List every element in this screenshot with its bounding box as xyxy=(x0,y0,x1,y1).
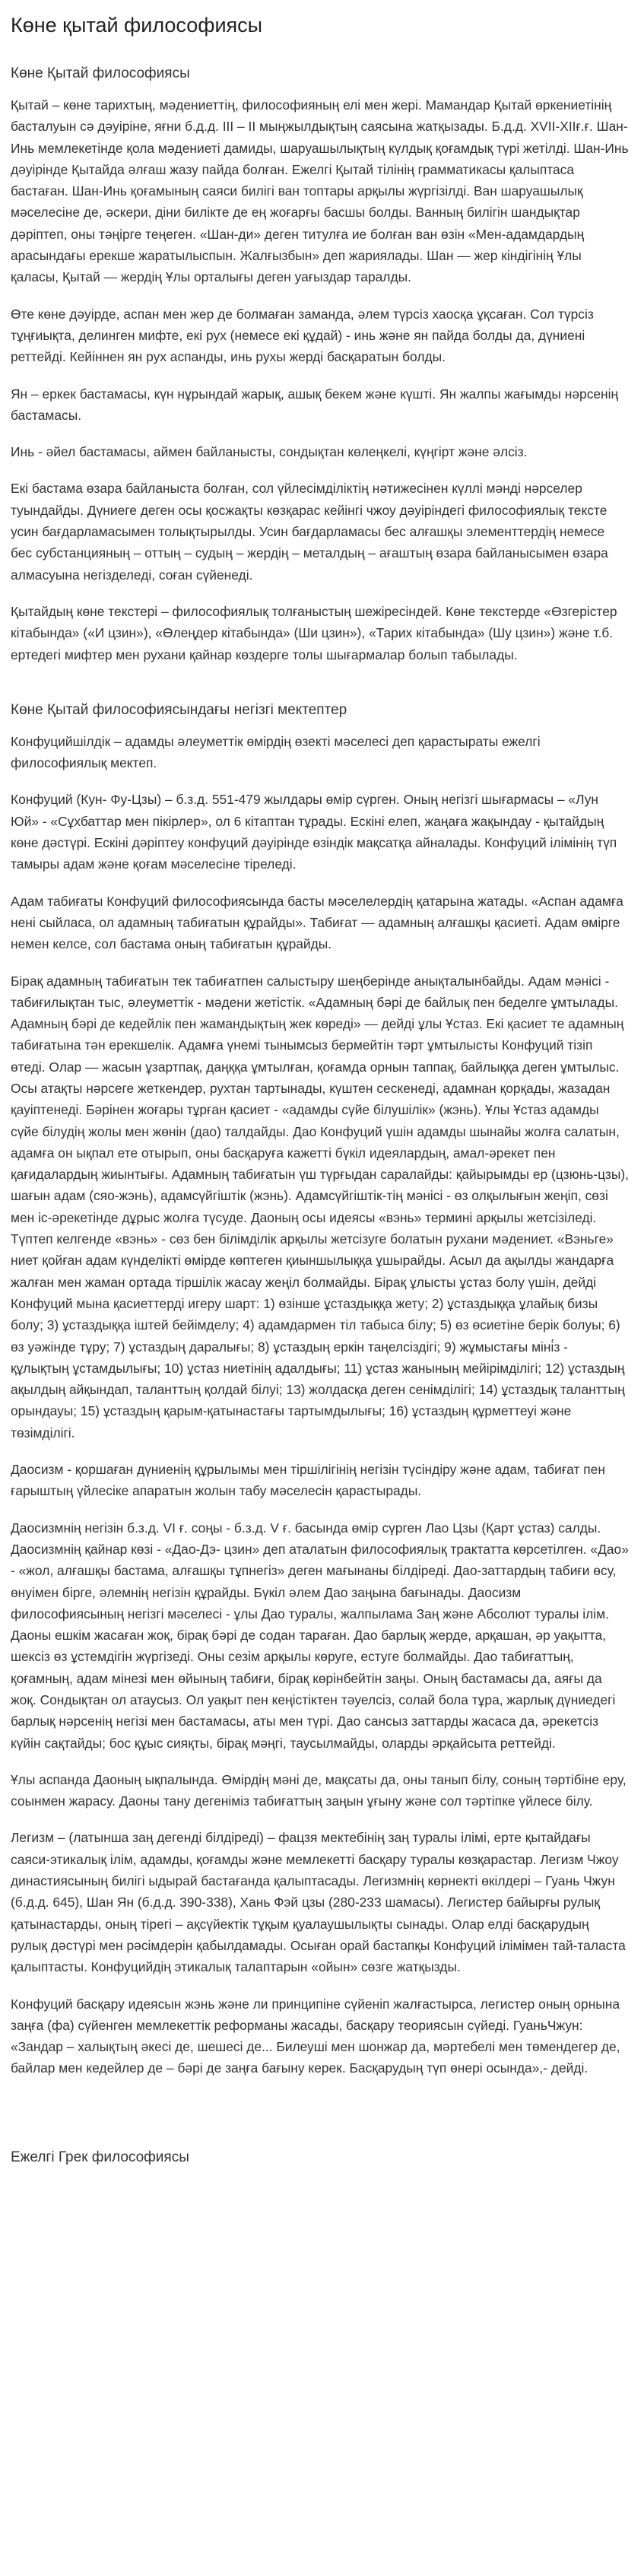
section-heading: Көне Қытай философиясындағы негізгі мектептер xyxy=(11,701,347,718)
paragraph: Қытайдың көне текстері – философиялық толғаныстың шежіресіндей. Көне текстерде «Өзгерістер кітабында» («И цзин»), «Өлеңдер кітабында» (Ши цзин»), «Тарих кітабында» (Шу цзин») және т.б. ертедегі мифтер мен рухани қайнар көздерге толы шығармалар болып табылады. xyxy=(11,603,617,662)
page-title: Көне қытай философиясы xyxy=(11,14,263,37)
section-ancient-greek-philosophy xyxy=(11,2148,629,2168)
paragraph: Даосизм - қоршаған дүниенің құрылымы мен тіршілігінің негізін түсіндіру және адам, табиғат пен ғарыштың үйлесіке апаратын жолын табу мәселесін қарастырады. xyxy=(11,1462,605,1499)
paragraph: Конфуций басқару идеясын жэнь және ли принципіне сүйеніп жалғастырса, легистер оның орнына заңға (фа) сүйенген мемлекеттік реформаны жасады, басқару теориясын сүйеді. ГуаньЧжун: «Зандар – халықтың әкесі де, шешесі де... Билеуші мен шонжар да, мәртебелі мен төмендегер де, байлар мен кедейлер де – бәрі де заңға бағыну керек. Басқарудың түп өнері осында»,- дейді. xyxy=(11,1996,620,2076)
paragraph: Екі бастама өзара байланыста болған, сол үйлесімділіктің нәтижесінен күллі мәнді нәрселер туындайды. Дүниеге деген осы қосжақты көзқарас кейінгі чжоу дәуіріндегі философиялық тексте усин бағдарламасымен толықтырылды. Усин бағдарламасы бес алғашқы элементтердің немесе бес субстанцияның – оттың – судың – жердің – металдың – ағаштың өзара байланысымен өзара алмасуына негізделеді, соған сүйенеді. xyxy=(11,481,608,583)
paragraph: Адам табиғаты Конфуций философиясында басты мәселелердің қатарына жатады. «Аспан адамға нені сыйласа, ол адамның табиғатын құрайды». Табиғат — адамның алғашқы қасиеті. Адам өмірге немен келсе, сол бастама оның табиғатын құрайды. xyxy=(11,893,623,952)
paragraph: Ұлы аспанда Даоның ықпалында. Өмірдің мәні де, мақсаты да, оны танып білу, соның тәртібіне еру, соынмен жарасу. Даоны тану дегеніміз табиғаттың заңын ұғыну және сол тәртіпке үйлесе білу. xyxy=(11,1771,627,1809)
paragraph: Даосизмнің негізін б.з.д. VI ғ. соңы - б.з.д. V ғ. басында өмір сүрген Лао Цзы (Қарт ұстаз) салды. Даосизмнің қайнар көзі - «Дао-Дэ- цзин» деп аталатын философиялық трактатта көрсетілген. «Дао» - «жол, алғашқы бастама, алғашқы тұпнегіз» деген мағынаны білдіреді. Дао-заттардың табиғи өсу, өнуімен бірге, әлемнің негізін құрайды. Бүкіл әлем Дао заңына бағынады. Даосизм философиясының негізгі мәселесі - ұлы Дао туралы, жалпылама Заң және Абсолют туралы ілім. Даоны ешкім жасаған жоқ, бірақ бәрі де содан тараған. Дао барлық жерде, арқашан, әр уақытта, шексіз өз ұстемдігін жүргізеді. Оны сезім арқылы көруге, естуге болмайды. Дао табиғаттың, қоғамның, адам мінезі мен өйының табиғи, бірақ көрінбейтін заңы. Оның бастамасы да, аяғы да жоқ. Сондықтан ол атаусыз. Ол уақыт пен кеңістіктен тәуелсіз, солай бола тұра, жарлық дүниедегі барлық нәрсенің негізі мен бастамасы, аты мен түрі. Дао сансыз заттарды жасаса да, әрекетсіз күйін сақтайды; бос құыс сияқты, бірақ мәңгі, таусылмайды, оларды әрқайсыта реттейді. xyxy=(11,1520,629,1751)
section-main-schools xyxy=(11,700,629,2079)
paragraph: Конфуций (Кун- Фу-Цзы) – б.з.д. 551-479 жылдары өмір сүрген. Оның негізгі шығармасы – «Лун Юй» - «Сұхбаттар мен пікірлер», ол 6 кітаптан тұрады. Ескіні елеп, жаңаға жақындау - қытайдың көне дәстүрі. Ескіні дәріптеу конфуций дәуірінде өзіндік мақсатқа айналады. Конфуций ілімінің түп тамыры адам және қоғам мәселесіне тіреледі. xyxy=(11,792,617,872)
section-ancient-chinese-philosophy xyxy=(11,64,629,665)
paragraph: Инь - әйел бастамасы, аймен байланысты, сондықтан көлеңкелі, күңгірт және әлсіз. xyxy=(11,444,528,460)
section-spacer xyxy=(11,681,629,700)
paragraph: Легизм – (латынша заң дегенді білдіреді) – фацзя мектебінің заң туралы ілімі, ерте қытайдағы саяси-этикалық ілім, адамды, қоғамды және мемлекетті басқару туралы көзқарастар. Легизм Чжоу династиясының билігі ыдырай бастағанда қалыптасады. Легизмнің көрнекті өкілдері – Гуань Чжун (б.д.д. 645), Шан Ян (б.д.д. 390-338), Хань Фэй цзы (280-233 шамасы). Легистер байырғы рулық қатынастарды, оның тірегі – ақсүйектік тұқым қуалаушылықты сынады. Олар елді басқарудың рулық дәстүрі мен рәсімдерін қабылдамады. Осыған орай бастапқы Конфуций ілімімен тай-таласта қалыптасты. Конфуцийдің этикалық талаптарын «ойын» сөзге жатқызды. xyxy=(11,1830,626,1975)
paragraph: Конфуцийшілдік – адамды әлеуметтік өмірдің өзекті мәселесі деп қарастыраты ежелгі философиялық мектеп. xyxy=(11,733,541,771)
paragraph: Өте көне дәуірде, аспан мен жер де болмаған заманда, әлем түрсіз хаосқа ұқсаған. Сол түрсіз тұңғиықта, делинген мифте, екі рух (немесе екі құдай) - инь және ян пайда болды да, дүниені реттейді. Кейіннен ян рух аспанды, инь рухы жерді басқаратын болды. xyxy=(11,306,594,365)
section-heading: Ежелгі Грек философиясы xyxy=(11,2149,189,2165)
paragraph: Бірақ адамның табиғатын тек табиғатпен салыстыру шеңберінде анықталынбайды. Адам мәнісі - табиғилықтан тыс, әлеуметтік - мәдени жетістік. «Адамның бәрі де байлық пен беделге ұмтылады. Адамның бәрі де кедейлік пен жамандықтың жек көреді» — дейді ұлы Ұстаз. Екі қасиет те адамның табиғатына тән ерекшелік. Адамға үнемі тынымсыз бермейтін тәрт ұмтылысты Конфуций тізіп өтеді. Олар — жасын ұзартпақ, даңққа ұмтылған, қоғамда орнын таппақ, байлыққа деген ұмтылыс. Осы атақты нәрсеге жеткендер, рухтан тартынады, күштен сескенеді, адамнан қорқады, жазадан қауіптенеді. Бәрінен жоғары тұрған қасиет - «адамды сүйе білушілік» (жэнь). Ұлы Ұстаз адамды сүйе білудің жолы мен жөнін (дао) талдайды. Дао Конфуций үшін адамды шынайы жолға салатын, адамға он ықпал ете отырып, оны басқаруға кажетті бүкіл идеялардың, амал-әрекет пен қағидалардың жиынтығы. Адамның табиғатын үш түрғыдан саралайды: қайырымды ер (цзюнь-цзы), шағын адам (сяо-жэнь), адамсүйгіштік (жэнь). Адамсүйгіштік-тің мәнісі - өз олқылығын жеңіп, сөзі мен іс-әрекетінде дұрыс жолға түсуде. Даоның осы идеясы «вэнь» термині арқылы жетсізіледі. Түптеп келгенде «вэнь» - сөз бен білімділік арқылы жетсізуге болатын рухани мәдениет. «Вэньге» ниет қойған адам күнделікті өмірде көптеген қиыншылыққа ұшырайды. Асыл да ақылды жандарға жалған мен жаман ортада тіршілік жасау жеңіл болмайды. Бірақ ұлысты ұстаз болу үшін, дейді Конфуций мына қасиеттерді игеру шарт: 1) өзінше ұстаздыққа жету; 2) ұстаздыққа ұлайық бизы болу; 3) ұстаздыққа іштей бейімделу; 4) адамдармен тіл табыса білу; 5) өз өсиетіне берік болуы; 6) өз уәжінде тұру; 7) ұстаздың даралығы; 8) ұстаздың еркін таңелсіздігі; 9) жұмыстағы міні́з - құлықтың ұстамдылығы; 10) ұстаз ниетінің адалдығы; 11) ұстаз жанының мейірімділігі; 12) ұстаздың ақылдың айқындап, таланттың қолдай білуі; 13) жолдасқа деген сенімділігі; 14) ұстаздық таланттың орындауы; 15) ұстаздың қарым-қатынастағы тартымдылығы; 16) ұстаздың құрметтеуі және төзімділігі. xyxy=(11,973,629,1440)
section-spacer xyxy=(11,2095,629,2148)
paragraph: Қытай – көне тарихтың, мәдениеттің, философияның елі мен жері. Мамандар Қытай өркениетінің басталуын сә дәуіріне, яғни б.д.д. ІІІ – ІІ мыңжылдықтың саясына жатқызады. Б.д.д. XVII-XIIғ.ғ. Шан-Инь мемлекетінде қола мәдениеті дамиды, шаруашылықтың күлдық қоғамдық түрі жетілді. Шан-Инь дәуірінде Қытайда әлғаш жазу пайда болған. Ежелгі Қытай тілінің грамматикасы қалыптаса бастаған. Шан-Инь қоғамының саяси билігі ван топтары арқылы жүргізілді. Ван шаруашылық мәселесіне де, әскери, діни билікте де ең жоғарғы басшы болды. Ванның билігін шандықтар дәріптеп, оны тәңірге теңеген. «Шан-ди» деген титулға ие болған ван өзін «Мен-адамдардың арасындағы ерекше жаратылыспын. Жалғызбын» деп жариялады. Шан — жер кіндігінің Ұлы қаласы, Қытай — жердің Ұлы орталығы деген уағыздар таралды. xyxy=(11,97,629,285)
section-heading: Көне Қытай философиясы xyxy=(11,65,190,81)
paragraph: Ян – еркек бастамасы, күн нұрындай жарық, ашық бекем және күшті. Ян жалпы жағымды нәрсенің бастамасы. xyxy=(11,386,619,423)
